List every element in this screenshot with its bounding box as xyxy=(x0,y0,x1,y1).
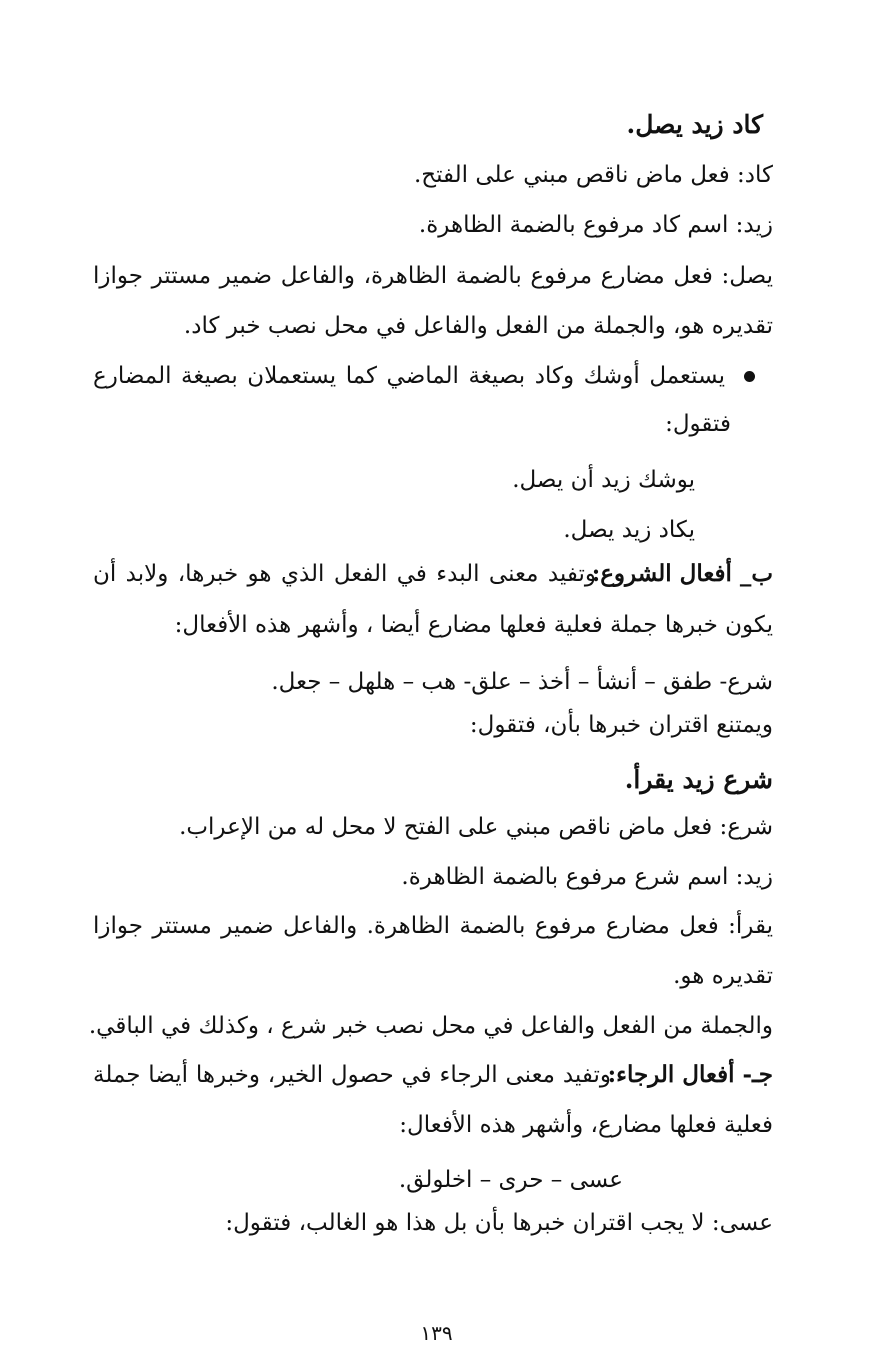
text-line: ويمتنع اقتران خبرها بأن، فتقول: xyxy=(469,712,773,738)
text-line: زيد: اسم كاد مرفوع بالضمة الظاهرة. xyxy=(418,212,773,238)
text-line: يقرأ: فعل مضارع مرفوع بالضمة الظاهرة. والفاعل ضمير مستتر جوازا xyxy=(93,913,773,939)
example-sentence: كاد زيد يصل. xyxy=(626,110,763,139)
text-line: فعلية فعلها مضارع، وأشهر هذه الأفعال: xyxy=(399,1112,773,1138)
text-line: وتفيد معنى الرجاء في حصول الخير، وخبرها أيضا جملة xyxy=(93,1062,611,1088)
text-line: تقديره هو، والجملة من الفعل والفاعل في محل نصب خبر كاد. xyxy=(183,313,773,339)
text-line: شرع: فعل ماض ناقص مبني على الفتح لا محل له من الإعراب. xyxy=(179,814,773,840)
bullet-text-line: يستعمل أوشك وكاد بصيغة الماضي كما يستعملان بصيغة المضارع xyxy=(93,363,725,389)
page-number: ١٣٩ xyxy=(420,1321,453,1345)
text-line: كاد: فعل ماض ناقص مبني على الفتح. xyxy=(413,162,773,188)
verb-list: عسى – حرى – اخلولق. xyxy=(398,1167,623,1193)
example-sentence: شرع زيد يقرأ. xyxy=(624,765,773,794)
example-sentence: يكاد زيد يصل. xyxy=(563,517,695,543)
text-line: عسى: لا يجب اقتران خبرها بأن بل هذا هو الغالب، فتقول: xyxy=(225,1210,773,1236)
bullet-icon xyxy=(744,371,755,382)
text-line: زيد: اسم شرع مرفوع بالضمة الظاهرة. xyxy=(401,864,773,890)
text-line: يكون خبرها جملة فعلية فعلها مضارع أيضا ، وأشهر هذه الأفعال: xyxy=(174,612,773,638)
text-line: تقديره هو. xyxy=(673,963,773,989)
text-line: وتفيد معنى البدء في الفعل الذي هو خبرها، ولابد أن xyxy=(93,561,596,587)
verb-list: شرع- طفق – أنشأ – أخذ – علق- هب – هلهل – جعل. xyxy=(271,669,773,695)
example-sentence: يوشك زيد أن يصل. xyxy=(512,467,695,493)
section-heading-inchoative: ب_ أفعال الشروع: xyxy=(591,560,773,587)
text-line: يصل: فعل مضارع مرفوع بالضمة الظاهرة، والفاعل ضمير مستتر جوازا xyxy=(93,263,773,289)
section-heading-hope: جـ- أفعال الرجاء: xyxy=(607,1061,773,1088)
text-line: فتقول: xyxy=(665,411,731,437)
text-line: والجملة من الفعل والفاعل في محل نصب خبر شرع ، وكذلك في الباقي. xyxy=(88,1013,773,1039)
